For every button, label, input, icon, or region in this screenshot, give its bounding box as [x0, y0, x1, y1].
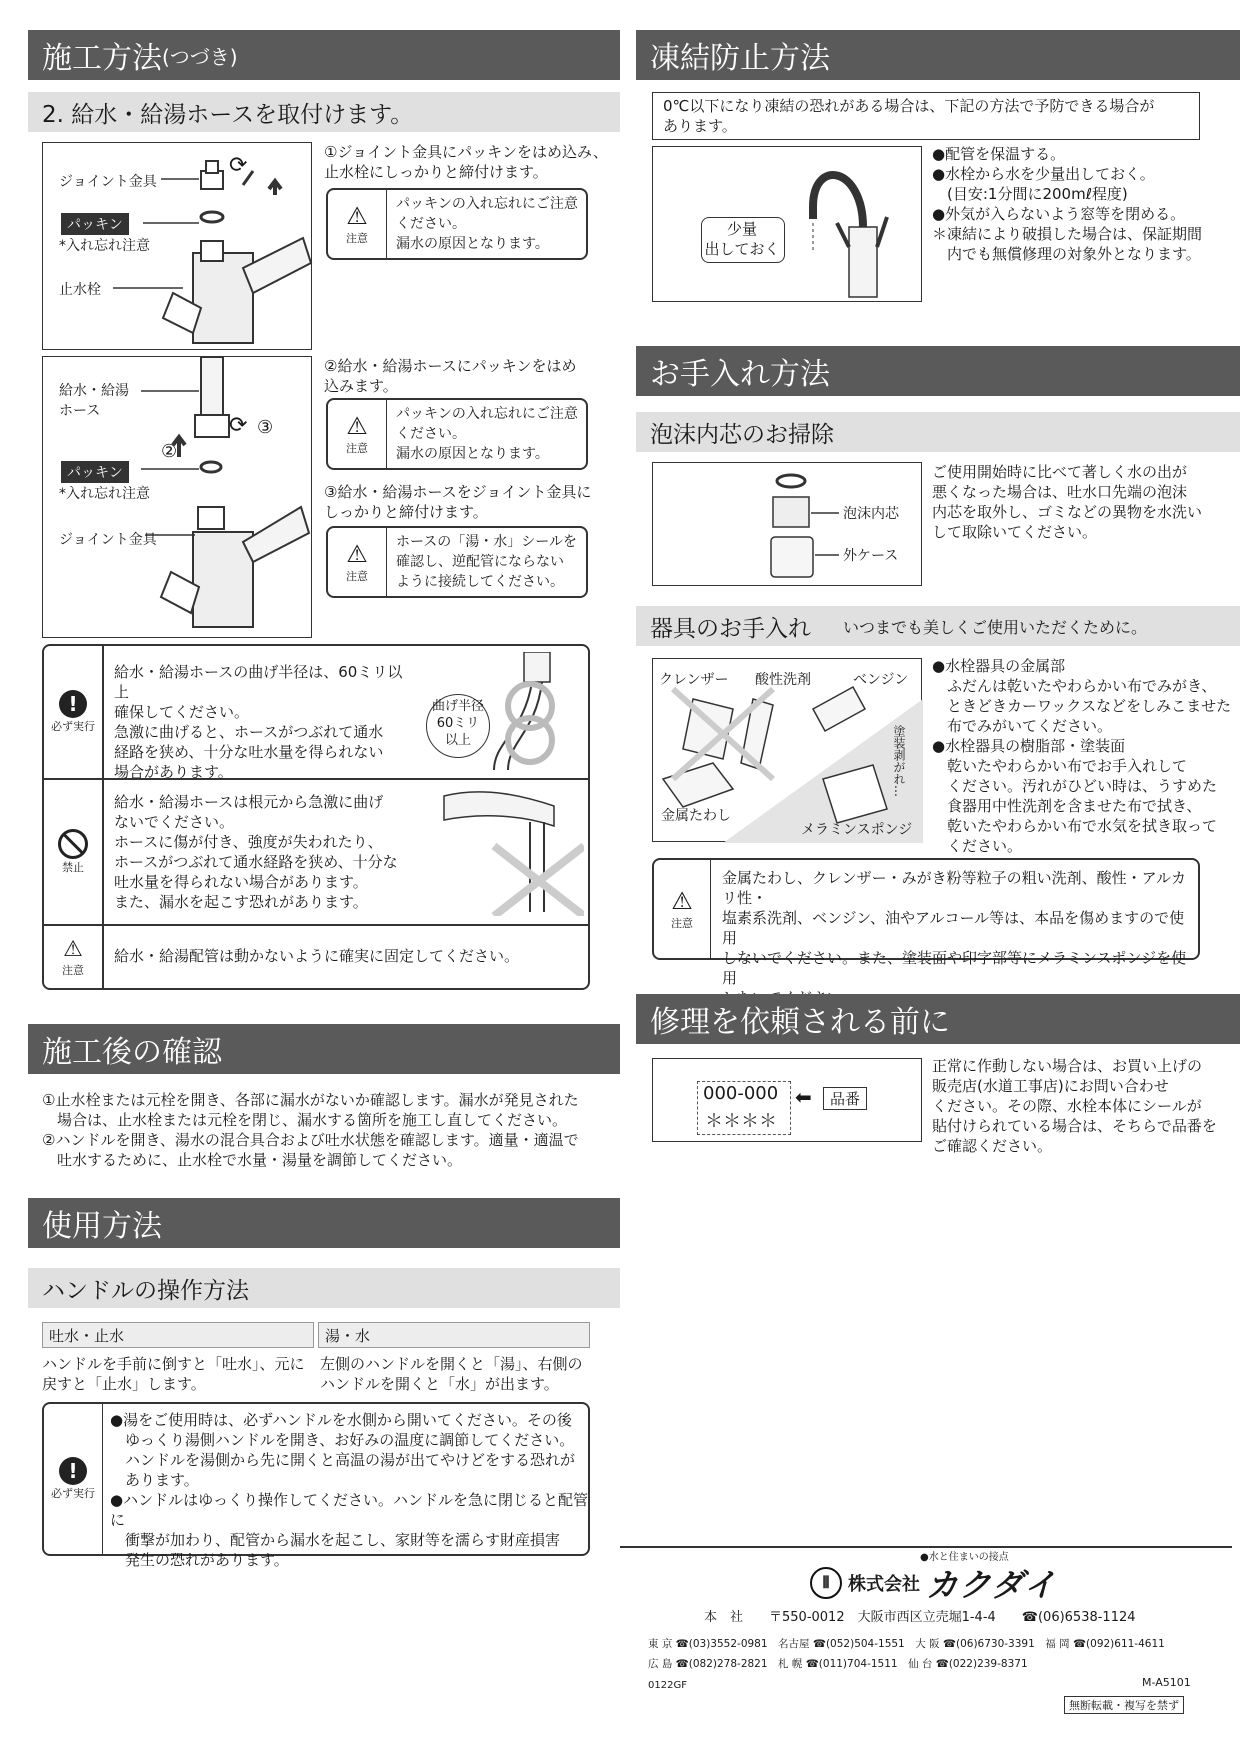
fixture-subtitle: いつまでも美しくご使用いただくために。 [843, 617, 1148, 637]
freeze-prevention-list: ●配管を保温する。 ●水栓から水を少量出しておく。 (目安:1分間に200mℓ程度) ●外気が入らないよう窓等を閉める。 ＊凍結により破損した場合は、保証期間 内でも無償修理の対象外となります。 [932, 145, 1203, 263]
freeze-intro-box [652, 92, 1200, 140]
step1-text: ①ジョイント金具にパッキンをはめ込み、 止水栓にしっかりと締付けます。 [324, 143, 608, 181]
label-step-2: ② [161, 441, 178, 462]
step3-text: ③給水・給湯ホースをジョイント金具に しっかりと締付けます。 [324, 483, 592, 521]
caution-label: 注意 [62, 963, 84, 977]
caution-label: 注意 [346, 442, 368, 455]
label-melamine-sponge: メラミンスポンジ [801, 822, 913, 838]
model-label-text: 品番 [830, 1090, 861, 1108]
caution-label: 注意 [671, 917, 693, 930]
caution1-text: パッキンの入れ忘れにご注意 ください。 漏水の原因となります。 [396, 196, 578, 252]
label-cleanser: クレンザー [659, 672, 729, 688]
label-packing: パッキン [61, 461, 129, 483]
prohibit-label: 禁止 [62, 860, 84, 874]
figure-joint-install [42, 142, 312, 350]
fixture-caution-text: 金属たわし、クレンザー・みがき粉等粒子の粗い洗剤、酸性・アルカリ性・ 塩素系洗剤、ベンジン、油やアルコール等は、本品を傷めますので使用 しないでください。また、塗装面や印字部等にメラミンスポンジを使用 [722, 869, 1187, 987]
section-header-installation [28, 30, 620, 80]
col2-text: 左側のハンドルを開くと「湯」、右側の ハンドルを開くと「水」が出ます。 [320, 1355, 583, 1393]
caution-box-2 [326, 398, 588, 470]
section-header-repair: 修理を依頼される前に [636, 994, 1240, 1044]
branch-offices-1: 東 京 ☎(03)3552-0981 名古屋 ☎(052)504-1551 大 阪 ☎(06)6730-3391 福 岡 ☎(092)611-4611 [648, 1638, 1165, 1650]
warn-prohibit-text: 給水・給湯ホースは根元から急激に曲げ ないでください。 ホースに傷が付き、強度が失われたり、 ホースがつぶれて通水経路を狭め、十分な 吐水量を得られない場合があります。 また、漏水を起こす恐れがあります。 [114, 793, 398, 911]
label-step-3: ③ [257, 417, 274, 438]
warning-triangle-icon: ⚠ [346, 412, 368, 440]
fixture-care-title [636, 606, 1240, 646]
label-acid-detergent: 酸性洗剤 [755, 672, 811, 688]
fixture-figure [652, 658, 922, 842]
warning-triangle-icon: ⚠ [346, 540, 368, 568]
label-benzine: ベンジン [853, 672, 909, 688]
prohibit-icon-cell [44, 779, 102, 924]
sharp-bend-illustration [434, 786, 584, 916]
label-metal-scrubber: 金属たわし [661, 808, 731, 824]
handle-operation-title: ハンドルの操作方法 [28, 1268, 620, 1308]
branch-offices-2: 広 島 ☎(082)278-2821 札 幌 ☎(011)704-1511 仙 台 ☎(022)239-8371 [648, 1658, 1028, 1670]
caution-box-3 [326, 526, 588, 598]
col-head-discharge-label: 吐水・止水 [49, 1327, 125, 1345]
usage-warning-box [42, 1402, 590, 1569]
section-title-suffix: (つづき) [162, 44, 238, 69]
document-code-left: 0122GF [648, 1680, 687, 1691]
must-do-icon-cell [44, 646, 102, 778]
document-code-right: M-A5101 [1142, 1676, 1191, 1689]
fixture-title: 器具のお手入れ [650, 615, 811, 642]
label-forget-warning: *入れ忘れ注意 [59, 238, 150, 254]
warning-triangle-icon: ⚠ [346, 202, 368, 230]
caution2-text: パッキンの入れ忘れにご注意 ください。 漏水の原因となります。 [396, 406, 578, 462]
company-prefix: 株式会社 [848, 1574, 920, 1595]
company-emblem-icon: ⦀ [810, 1567, 842, 1599]
exclamation-circle-icon: ! [59, 690, 87, 718]
aerator-title: 泡沫内芯のお掃除 [636, 412, 1240, 452]
label-outer-case: 外ケース [843, 548, 899, 564]
fixture-care-text: ●水栓器具の金属部 ふだんは乾いたやわらかい布でみがき、 ときどきカーワックスなどをしみこませた 布でみがいてください。 ●水栓器具の樹脂部・塗装面 乾いたやわらかい布でお手入れして ください。汚れがひどい時は、うすめた 食器用中性洗剤を含ませた布で拭き、 乾いたやわらかい布で水気を拭き取って ください。 [932, 657, 1232, 855]
section-header-care: お手入れ方法 [636, 346, 1240, 396]
must-do-icon-cell [44, 1404, 103, 1554]
warn-caution-text: 給水・給湯配管は動かないように確実に固定してください。 [114, 947, 520, 965]
repair-text: 正常に作動しない場合は、お買い上げの 販売店(水道工事店)にお問い合わせ ください。その際、水栓本体にシールが 貼付けられている場合は、そちらで品番を ご確認ください。 [932, 1057, 1217, 1155]
fixture-caution-box [652, 858, 1200, 987]
post-check-text: ①止水栓または元栓を開き、各部に漏水がないか確認します。漏水が発見された 場合は、止水栓または元栓を閉じ、漏水する箇所を施工し直してください。 ②ハンドルを開き、湯水の混合具合および吐水状態を確認します。適量・適温で 吐水するために、止水栓で水量・湯量を調節してください。 [42, 1091, 579, 1169]
must-label: 必ず実行 [51, 720, 95, 733]
model-label-tag [823, 1087, 867, 1110]
col1-text: ハンドルを手前に倒すと「吐水」、元に 戻すと「止水」します。 [42, 1355, 305, 1393]
freeze-intro-text: 0℃以下になり凍結の恐れがある場合は、下記の方法で予防できる場合が あります。 [663, 97, 1155, 135]
rotate-arrow-icon: ⟳ [229, 153, 248, 178]
section-header-post-check: 施工後の確認 [28, 1024, 620, 1074]
model-number: 000-000 [703, 1083, 779, 1104]
col-head-discharge [42, 1322, 314, 1348]
must-label: 必ず実行 [51, 1487, 95, 1500]
aerator-figure [652, 462, 922, 586]
no-reprint-notice [1064, 1696, 1184, 1714]
section-title: 施工方法 [42, 41, 162, 76]
caution-icon-column [328, 190, 387, 258]
label-aerator-core: 泡沫内芯 [843, 506, 899, 522]
caution-label: 注意 [346, 570, 368, 583]
model-stars: ＊＊＊＊ [705, 1111, 777, 1132]
label-joint-fitting: ジョイント金具 [59, 532, 157, 548]
caution-icon-cell [44, 926, 102, 988]
col-head-hot-cold-label: 湯・水 [325, 1327, 371, 1345]
caution-label: 注意 [346, 232, 368, 245]
company-name: カクダイ [926, 1566, 1057, 1604]
section-header-usage: 使用方法 [28, 1198, 620, 1248]
figure-hose-install [42, 356, 312, 638]
bubble-text: 少量 出しておく [704, 220, 780, 258]
warning-triangle-icon: ⚠ [671, 887, 693, 915]
aerator-text: ご使用開始時に比べて著しく水の出が 悪くなった場合は、吐水口先端の泡沫 内芯を取外し、ゴミなどの異物を水洗い して取除いてください。 [932, 463, 1203, 541]
headquarters-address: 本 社 〒550-0012 大阪市西区立売堀1-4-4 ☎(06)6538-1124 [704, 1610, 1136, 1625]
aerator-illustration [653, 463, 923, 587]
section-header-freeze: 凍結防止方法 [636, 30, 1240, 80]
label-joint-fitting: ジョイント金具 [59, 174, 157, 190]
warning-table [42, 644, 590, 990]
label-forget-warning: *入れ忘れ注意 [59, 486, 150, 502]
caution-icon-column [654, 860, 711, 958]
warning-triangle-icon: ⚠ [63, 936, 83, 962]
usage-warning-text: ●湯をご使用時は、必ずハンドルを水側から開いてください。その後 ゆっくり湯側ハンドルを開き、お好みの温度に調節してください。 ハンドルを湯側から先に開くと高温の湯が出てやけどをする恐れが あります。 ●ハンドルはゆっくり操作してください。ハンドルを急に閉じると配管に 衝撃が加わり、配管から漏水を起こし、家財等を濡らす財産損害 発生の恐れがあります。 [110, 1411, 588, 1569]
warn-must-text: 給水・給湯ホースの曲げ半径は、60ミリ以上 確保してください。 急激に曲げると、ホースがつぶれて通水 経路を狭め、十分な吐水量を得られない 場合があります。 [114, 663, 403, 781]
caution3-text: ホースの「湯・水」シールを 確認し、逆配管にならない ように接続してください。 [396, 534, 578, 590]
step2-text: ②給水・給湯ホースにパッキンをはめ 込みます。 [324, 357, 577, 395]
company-tagline: ●水と住まいの接点 [920, 1552, 1009, 1563]
caution-icon-column [328, 528, 387, 596]
label-hose: 給水・給湯 ホース [59, 383, 129, 419]
faucet-illustration [653, 147, 923, 303]
col-head-hot-cold [318, 1322, 590, 1348]
caution-box-1 [326, 188, 588, 260]
bend-radius-label: 曲げ半径 60ミリ 以上 [431, 699, 484, 748]
model-label-figure [652, 1058, 922, 1142]
label-paint-peel: 塗装剥がれ… [892, 725, 906, 797]
freeze-figure [652, 146, 922, 302]
step2-title: 2. 給水・給湯ホースを取付けます。 [28, 92, 620, 132]
caution-icon-column [328, 400, 387, 468]
rotate-arrow-icon: ⟳ [229, 413, 248, 438]
company-logo [810, 1560, 1057, 1606]
arrow-left-icon: ⬅ [795, 1085, 812, 1109]
no-reprint-text: 無断転載・複写を禁ず [1069, 1699, 1179, 1712]
prohibition-icon [58, 829, 88, 859]
label-packing: パッキン [61, 213, 129, 235]
exclamation-circle-icon: ! [59, 1457, 87, 1485]
label-stopcock: 止水栓 [59, 282, 101, 298]
